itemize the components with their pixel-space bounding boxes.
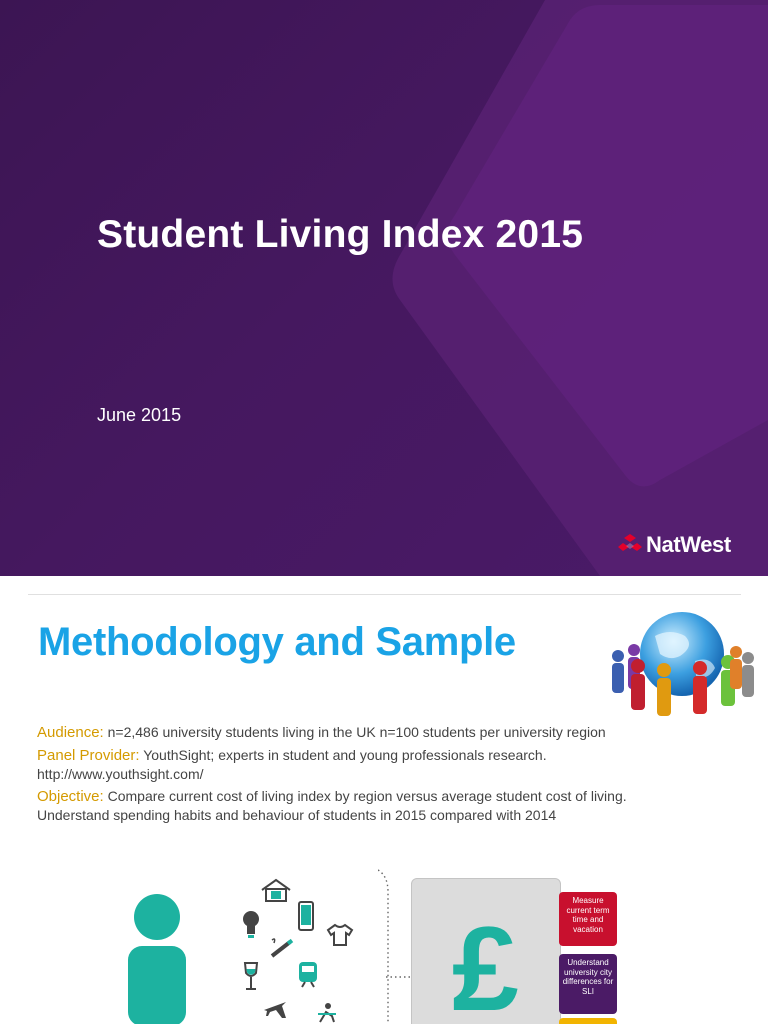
objective-paragraph [37,787,627,824]
audience-text: n=2,486 university students living in the UK n=100 students per university region [103,724,606,740]
slide-date: June 2015 [97,405,182,425]
brand-name: NatWest [646,532,731,557]
objective-text: Compare current cost of living index by region versus average student cost of living. Understand spending habits and behaviour of students in 2015 compared with 2014 [37,788,627,823]
cigarette-icon [268,936,296,958]
gym-icon [316,1002,338,1024]
dotted-connector-horizontal [386,975,412,979]
person-icon [126,894,188,1024]
methodology-text [37,723,627,828]
natwest-logo [618,532,731,558]
tag-third [559,1018,617,1024]
panel-provider-text: YouthSight; experts in student and young professionals research. http://www.youthsight.com/ [37,747,547,782]
lightbulb-icon [242,910,260,938]
pound-card [411,878,561,1024]
slide-title: Student Living Index 2015 [97,213,584,256]
wine-glass-icon [243,961,259,991]
natwest-cubes-icon [618,534,642,556]
audience-paragraph [37,723,627,742]
plane-icon [262,998,288,1022]
house-money-icon [260,878,292,902]
slide-title: Methodology and Sample [38,620,516,664]
pound-symbol: £ [452,902,519,1024]
mobile-phone-icon [297,901,315,931]
audience-label: Audience: [37,724,104,741]
tag-measure-term-time: Measure current term time and vacation [559,892,617,946]
panel-provider-label: Panel Provider: [37,747,140,764]
globe-people-icon [600,606,760,721]
train-icon [296,960,320,988]
objective-label: Objective: [37,788,104,805]
methodology-slide [0,576,768,1024]
dotted-connector [378,868,390,1024]
tag-city-differences: Understand university city differences for SLI [559,954,617,1014]
divider [28,594,741,595]
spending-icons [230,876,360,1024]
panel-provider-paragraph [37,746,627,783]
tshirt-icon [326,923,354,947]
